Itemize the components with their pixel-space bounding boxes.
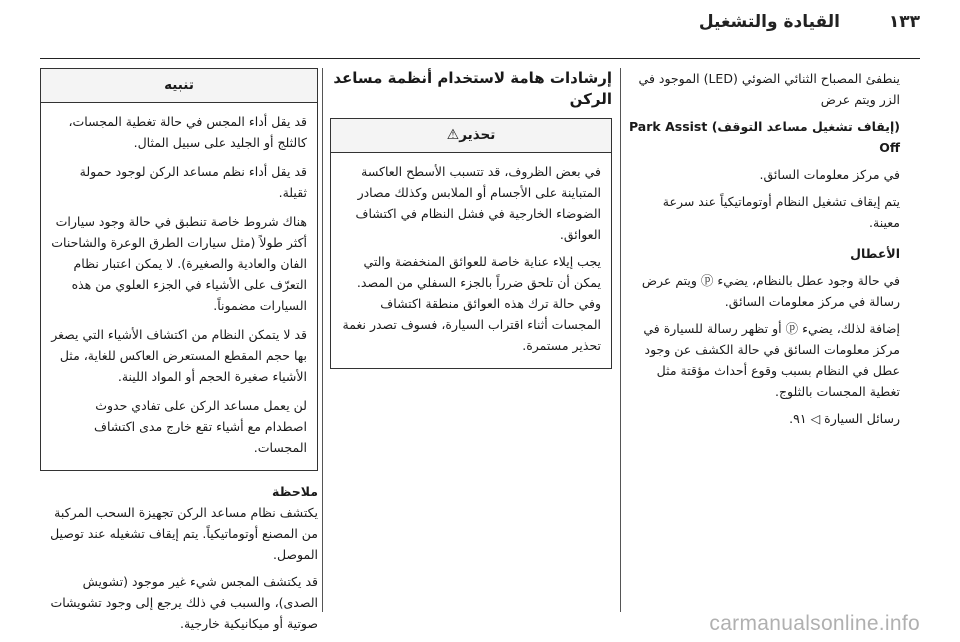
notice-paragraph-3: هناك شروط خاصة تنطبق في حالة وجود سيارات أكثر طولاً (مثل سيارات الطرق الوعرة والشاحنات الفان والعادية والصغيرة). لا يمكن اعتبار نظام التعرّف على الأشياء في الجزء العلوي من هذه السيارات مضموناً. <box>51 214 307 313</box>
notice-header: تنبيه <box>41 69 317 103</box>
paragraph-vehicle-messages: رسائل السيارة ◁ ٩١. <box>789 411 900 426</box>
faults-heading: الأعطال <box>850 246 900 261</box>
warning-triangle-icon: ⚠ <box>446 127 460 143</box>
notes-section <box>40 481 318 634</box>
note-title: ملاحظة <box>272 484 318 499</box>
notice-paragraph-2: قد يقل أداء نظم مساعد الركن لوجود حمولة ثقيلة. <box>79 164 307 200</box>
section-title: إرشادات هامة لاستخدام أنظمة مساعد الركن <box>333 69 612 108</box>
warning-paragraph-2: يجب إيلاء عناية خاصة للعوائق المنخفضة والتي يمكن أن تلحق ضرراً بالجزء السفلي من المصد. وفي حالة ترك هذه العوائق منطقة اكتشاف المجسات أثناء اقتراب السيارة، فسوف تصدر نغمة تحذير مستمرة. <box>342 254 601 353</box>
warning-paragraph-1: في بعض الظروف، قد تتسبب الأسطح العاكسة المتباينة على الأجسام أو الملابس وكذلك مصادر الضوضاء الخارجية في فشل النظام في اكتشاف العوائق. <box>355 164 601 242</box>
paragraph-fault-1: في حالة وجود عطل بالنظام، يضيء ⓟ ويتم عرض رسالة في مركز معلومات السائق. <box>641 273 900 309</box>
page-title: القيادة والتشغيل <box>698 12 840 32</box>
warning-title: تحذير <box>459 127 496 143</box>
paragraph-led-end: في مركز معلومات السائق. <box>759 167 900 182</box>
warning-body <box>331 153 611 368</box>
middle-column <box>330 68 612 369</box>
paragraph-led <box>628 68 900 110</box>
paragraph-fault-2: إضافة لذلك، يضيء ⓟ أو تظهر رسالة للسيارة في مركز معلومات السائق في حالة الكشف عن وجود عطل في النظام بسبب وقوع أحداث مؤقتة مثل تغطية المجسات بالثلوج. <box>643 321 900 399</box>
warning-header <box>331 119 611 153</box>
page-header <box>40 10 920 50</box>
warning-box <box>330 118 612 369</box>
column-divider-left <box>322 68 323 612</box>
notice-paragraph-1: قد يقل أداء المجس في حالة تغطية المجسات، كالثلج أو الجليد على سبيل المثال. <box>68 114 307 150</box>
left-column <box>40 68 318 640</box>
note-paragraph-1: يكتشف نظام مساعد الركن تجهيزة السحب المركبة من المصنع أوتوماتيكياً. يتم إيقاف تشغيله عند توصيل الموصل. <box>50 505 318 562</box>
header-rule <box>40 58 920 59</box>
note-paragraph-2: قد يكتشف المجس شيء غير موجود (تشويش الصدى)، والسبب في ذلك يرجع إلى وجود تشويشات صوتية أو ميكانيكية خارجية. <box>50 574 318 631</box>
watermark: carmanualsonline.info <box>709 612 920 635</box>
right-column <box>628 68 900 435</box>
notice-body <box>41 103 317 470</box>
paragraph-auto-off: يتم إيقاف تشغيل النظام أوتوماتيكياً عند سرعة معينة. <box>662 194 900 230</box>
park-assist-off-message: (إيقاف تشغيل مساعد التوقف) Park Assist Off <box>628 119 900 155</box>
page-number: ١٣٣ <box>888 12 920 32</box>
notice-box <box>40 68 318 471</box>
notice-paragraph-4: قد لا يتمكن النظام من اكتشاف الأشياء التي يصغر بها حجم المقطع المستعرض العاكس للغاية، مثل الأشياء صغيرة الحجم أو المواد اللينة. <box>51 327 307 384</box>
notice-paragraph-5: لن يعمل مساعد الركن على تفادي حدوث اصطدام مع أشياء تقع خارج مدى اكتشاف المجسات. <box>94 398 307 455</box>
paragraph-led-text: ينطفئ المصباح الثنائي الضوئي (LED) الموجود في الزر ويتم عرض <box>638 71 900 107</box>
column-divider-right <box>620 68 621 612</box>
